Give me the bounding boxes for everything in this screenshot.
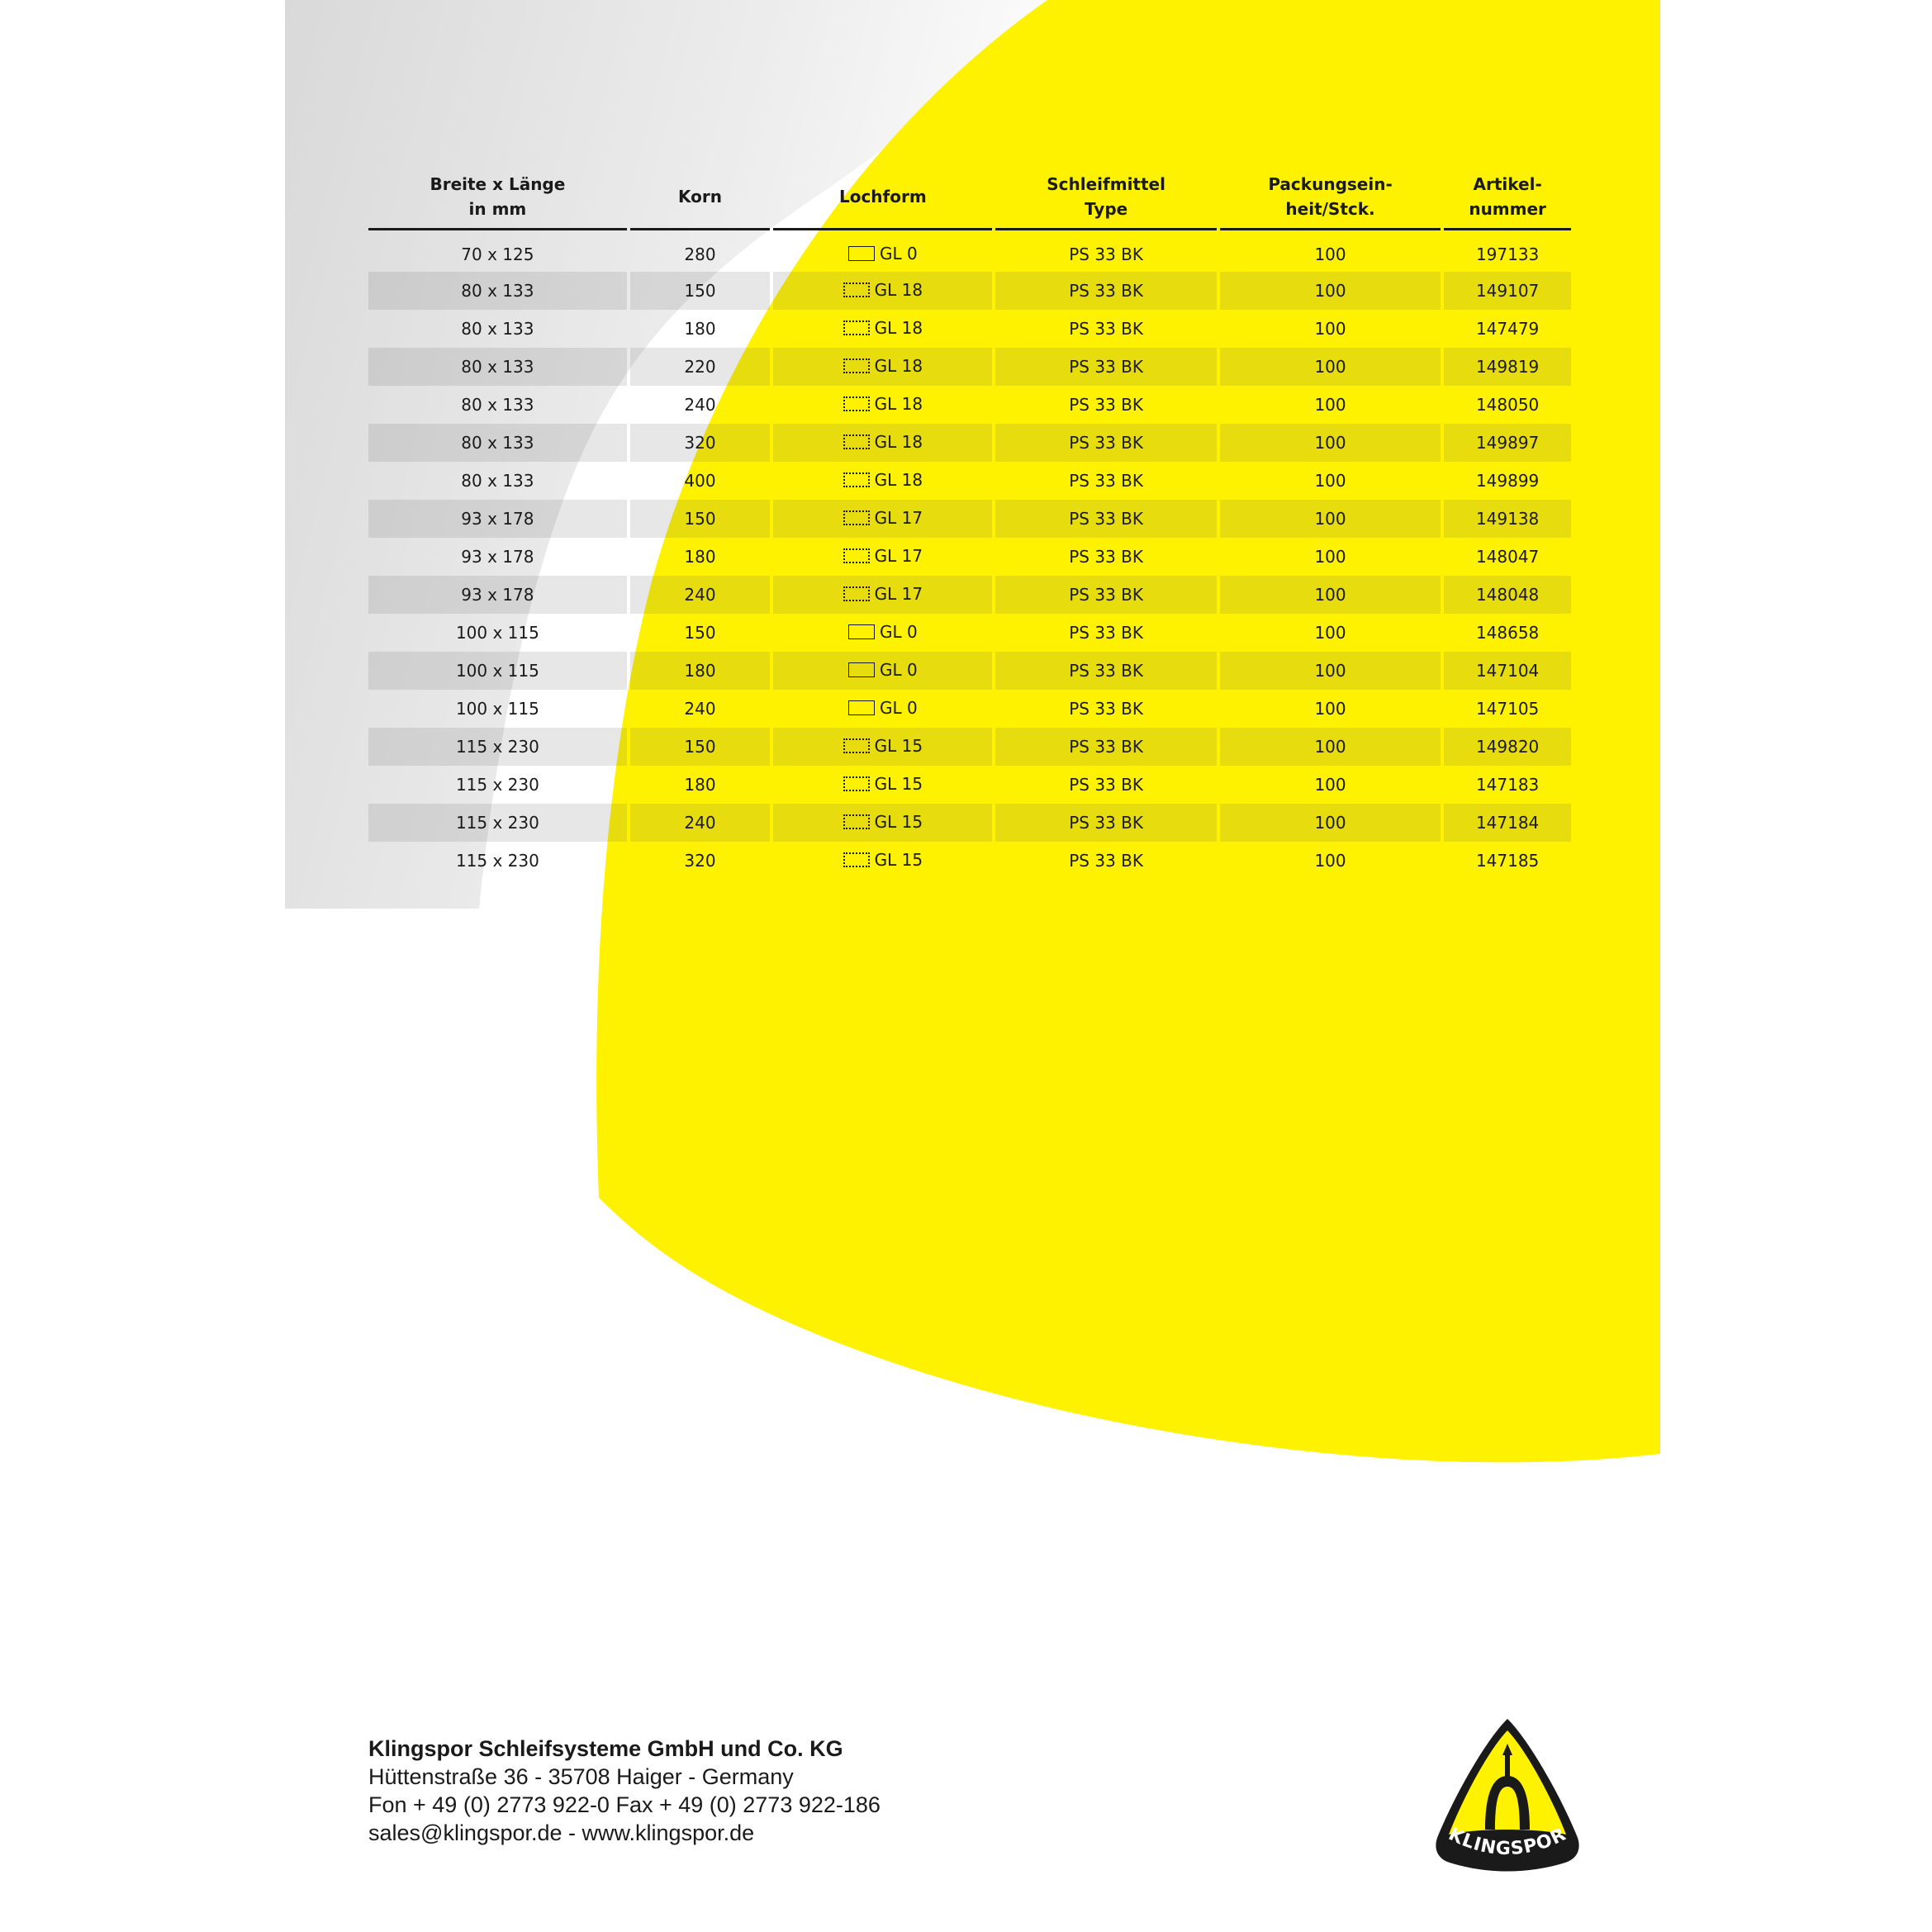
cell-lochform <box>773 576 992 614</box>
lochform-label: GL 18 <box>874 432 923 452</box>
hole-pattern-perforated-icon <box>843 738 870 753</box>
hole-pattern-perforated-icon <box>843 586 870 601</box>
cell-korn: 320 <box>684 851 716 871</box>
cell-lochform <box>773 424 992 462</box>
cell-artikel: 148050 <box>1475 395 1540 415</box>
lochform-label: GL 0 <box>879 244 918 263</box>
cell-artikel: 148658 <box>1475 623 1540 643</box>
cell-lochform <box>773 652 992 690</box>
cell-artikel: 149899 <box>1475 471 1540 491</box>
table-header-row <box>368 165 1571 230</box>
table-row <box>368 230 1571 272</box>
cell-pack: 100 <box>1220 500 1441 538</box>
cell-artikel: 147185 <box>1475 851 1540 871</box>
hole-pattern-perforated-icon <box>843 548 870 563</box>
cell-pack: 100 <box>1220 424 1441 462</box>
cell-lochform <box>773 386 992 424</box>
cell-type: PS 33 BK <box>995 804 1216 842</box>
hole-pattern-perforated-icon <box>843 358 870 373</box>
cell-korn: 240 <box>630 804 770 842</box>
header-korn: Korn <box>630 165 770 230</box>
cell-korn: 180 <box>684 319 716 339</box>
lochform-label: GL 15 <box>874 774 923 794</box>
lochform-label: GL 0 <box>879 660 918 680</box>
cell-type: PS 33 BK <box>995 348 1216 386</box>
cell-artikel: 148048 <box>1444 576 1571 614</box>
hole-pattern-perforated-icon <box>843 776 870 791</box>
table-row <box>368 576 1571 614</box>
cell-korn: 240 <box>630 576 770 614</box>
cell-artikel: 149897 <box>1444 424 1571 462</box>
cell-type: PS 33 BK <box>1069 395 1144 415</box>
table-row <box>368 310 1571 348</box>
cell-korn: 180 <box>684 547 716 567</box>
table-row <box>368 424 1571 462</box>
cell-korn: 180 <box>630 652 770 690</box>
table-row <box>368 652 1571 690</box>
phone-line: Fon + 49 (0) 2773 922-0 Fax + 49 (0) 2773 922-186 <box>368 1792 881 1817</box>
cell-korn: 150 <box>630 272 770 310</box>
table-row <box>368 804 1571 842</box>
cell-lochform <box>773 462 992 500</box>
cell-pack: 100 <box>1314 851 1346 871</box>
cell-lochform <box>773 272 992 310</box>
cell-type: PS 33 BK <box>1069 319 1144 339</box>
lochform-label: GL 15 <box>874 850 923 870</box>
cell-size: 93 x 178 <box>461 547 534 567</box>
cell-type: PS 33 BK <box>995 576 1216 614</box>
cell-lochform <box>773 728 992 766</box>
cell-artikel: 149107 <box>1444 272 1571 310</box>
header-type: Schleifmittel Type <box>995 165 1216 230</box>
cell-artikel: 197133 <box>1475 244 1540 264</box>
lochform-label: GL 0 <box>879 698 918 718</box>
cell-size: 80 x 133 <box>461 319 534 339</box>
cell-lochform <box>773 804 992 842</box>
cell-korn: 320 <box>630 424 770 462</box>
cell-type: PS 33 BK <box>1069 775 1144 795</box>
cell-lochform <box>773 766 992 804</box>
cell-pack: 100 <box>1314 775 1346 795</box>
table-row <box>368 348 1571 386</box>
cell-artikel: 147183 <box>1475 775 1540 795</box>
cell-korn: 180 <box>684 775 716 795</box>
cell-lochform <box>773 310 992 348</box>
cell-size: 93 x 178 <box>368 576 627 614</box>
cell-lochform <box>773 538 992 576</box>
cell-artikel: 147184 <box>1444 804 1571 842</box>
cell-type: PS 33 BK <box>995 500 1216 538</box>
lochform-label: GL 0 <box>879 622 918 642</box>
cell-artikel: 149138 <box>1444 500 1571 538</box>
cell-lochform <box>773 842 992 880</box>
hole-pattern-plain-icon <box>848 700 875 715</box>
hole-pattern-perforated-icon <box>843 852 870 867</box>
cell-size: 115 x 230 <box>368 728 627 766</box>
cell-korn: 220 <box>630 348 770 386</box>
cell-pack: 100 <box>1220 576 1441 614</box>
hole-pattern-perforated-icon <box>843 396 870 411</box>
cell-size: 100 x 115 <box>368 652 627 690</box>
cell-size: 80 x 133 <box>461 471 534 491</box>
table-row <box>368 690 1571 728</box>
table-row <box>368 272 1571 310</box>
hole-pattern-perforated-icon <box>843 510 870 525</box>
cell-pack: 100 <box>1314 699 1346 719</box>
cell-artikel: 147104 <box>1444 652 1571 690</box>
cell-artikel: 147479 <box>1475 319 1540 339</box>
hole-pattern-perforated-icon <box>843 814 870 829</box>
cell-size: 115 x 230 <box>455 775 539 795</box>
product-table <box>365 165 1574 880</box>
cell-type: PS 33 BK <box>995 728 1216 766</box>
svg-text:KLINGSPOR: KLINGSPOR <box>1445 1824 1570 1860</box>
cell-type: PS 33 BK <box>1069 244 1144 264</box>
hole-pattern-perforated-icon <box>843 434 870 449</box>
cell-pack: 100 <box>1314 244 1346 264</box>
header-artikel: Artikel- nummer <box>1444 165 1571 230</box>
cell-korn: 400 <box>684 471 716 491</box>
cell-pack: 100 <box>1220 348 1441 386</box>
cell-type: PS 33 BK <box>995 652 1216 690</box>
hole-pattern-plain-icon <box>848 662 875 677</box>
cell-size: 100 x 115 <box>455 699 539 719</box>
cell-size: 80 x 133 <box>368 272 627 310</box>
table-row <box>368 462 1571 500</box>
table-row <box>368 728 1571 766</box>
cell-type: PS 33 BK <box>1069 851 1144 871</box>
table-row <box>368 842 1571 880</box>
cell-artikel: 147105 <box>1475 699 1540 719</box>
cell-artikel: 149820 <box>1444 728 1571 766</box>
lochform-label: GL 18 <box>874 280 923 300</box>
cell-pack: 100 <box>1220 728 1441 766</box>
cell-lochform <box>773 690 992 728</box>
cell-size: 80 x 133 <box>368 348 627 386</box>
lochform-label: GL 15 <box>874 736 923 756</box>
hole-pattern-plain-icon <box>848 246 875 261</box>
lochform-label: GL 17 <box>874 584 923 604</box>
lochform-label: GL 18 <box>874 394 923 414</box>
cell-type: PS 33 BK <box>995 272 1216 310</box>
cell-pack: 100 <box>1220 272 1441 310</box>
cell-korn: 240 <box>684 699 716 719</box>
company-name: Klingspor Schleifsysteme GmbH und Co. KG <box>368 1736 843 1761</box>
table-row <box>368 500 1571 538</box>
cell-pack: 100 <box>1314 547 1346 567</box>
cell-pack: 100 <box>1220 652 1441 690</box>
header-size: Breite x Länge in mm <box>368 165 627 230</box>
cell-pack: 100 <box>1314 471 1346 491</box>
header-pack: Packungsein- heit/Stck. <box>1220 165 1441 230</box>
address-line: Hüttenstraße 36 - 35708 Haiger - Germany <box>368 1764 794 1789</box>
cell-pack: 100 <box>1314 319 1346 339</box>
lochform-label: GL 18 <box>874 318 923 338</box>
cell-pack: 100 <box>1220 804 1441 842</box>
cell-korn: 150 <box>630 500 770 538</box>
cell-korn: 150 <box>684 623 716 643</box>
hole-pattern-plain-icon <box>848 624 875 639</box>
lochform-label: GL 17 <box>874 508 923 528</box>
table-row <box>368 614 1571 652</box>
cell-lochform <box>773 348 992 386</box>
cell-size: 80 x 133 <box>461 395 534 415</box>
cell-artikel: 148047 <box>1475 547 1540 567</box>
cell-size: 100 x 115 <box>455 623 539 643</box>
table-row <box>368 538 1571 576</box>
lochform-label: GL 15 <box>874 812 923 832</box>
cell-size: 115 x 230 <box>455 851 539 871</box>
lochform-label: GL 18 <box>874 356 923 376</box>
cell-type: PS 33 BK <box>1069 699 1144 719</box>
hole-pattern-perforated-icon <box>843 282 870 297</box>
footer-address <box>368 1735 881 1847</box>
lochform-label: GL 17 <box>874 546 923 566</box>
table-row <box>368 386 1571 424</box>
lochform-label: GL 18 <box>874 470 923 490</box>
contact-line: sales@klingspor.de - www.klingspor.de <box>368 1820 755 1845</box>
cell-lochform <box>773 614 992 652</box>
klingspor-logo-icon <box>1429 1714 1586 1879</box>
cell-lochform <box>773 500 992 538</box>
cell-size: 93 x 178 <box>368 500 627 538</box>
hole-pattern-perforated-icon <box>843 472 870 487</box>
cell-artikel: 149819 <box>1444 348 1571 386</box>
cell-korn: 150 <box>630 728 770 766</box>
cell-size: 70 x 125 <box>461 244 534 264</box>
cell-size: 115 x 230 <box>368 804 627 842</box>
cell-type: PS 33 BK <box>995 424 1216 462</box>
table-row <box>368 766 1571 804</box>
header-lochform: Lochform <box>773 165 992 230</box>
cell-type: PS 33 BK <box>1069 623 1144 643</box>
cell-type: PS 33 BK <box>1069 471 1144 491</box>
cell-korn: 280 <box>684 244 716 264</box>
cell-type: PS 33 BK <box>1069 547 1144 567</box>
cell-pack: 100 <box>1314 395 1346 415</box>
cell-lochform <box>773 230 992 272</box>
cell-korn: 240 <box>684 395 716 415</box>
hole-pattern-perforated-icon <box>843 320 870 335</box>
cell-pack: 100 <box>1314 623 1346 643</box>
cell-size: 80 x 133 <box>368 424 627 462</box>
